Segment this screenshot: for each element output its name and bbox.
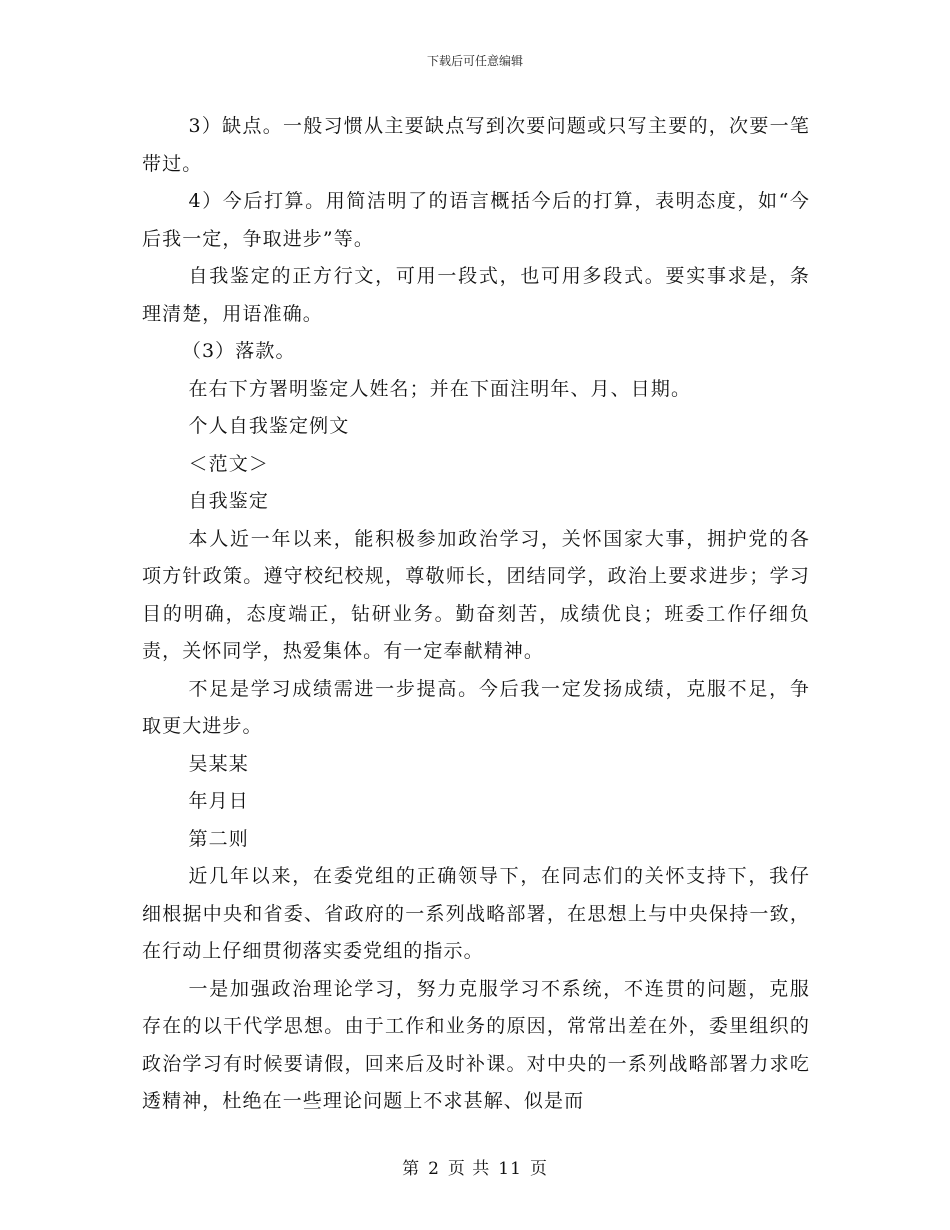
paragraph-second-example-intro: 近几年以来，在委党组的正确领导下，在同志们的关怀支持下，我仔细根据中央和省委、省政府的一系列战略部署，在思想上与中央保持一致，在行动上仔细贯彻落实委党组的指示。 — [142, 865, 810, 962]
page-header-note: 下载后可任意编辑 — [426, 54, 523, 68]
paragraph-sample-body: 本人近一年以来，能积极参加政治学习，关怀国家大事，拥护党的各项方针政策。遵守校纪校规，尊敬师长，团结同学，政治上要求进步；学习目的明确，态度端正，钻研业务。勤奋刻苦，成绩优良；班委工作仔细负责，关怀同学，热爱集体。有一定奉献精神。 — [142, 527, 810, 662]
footer-mid: 页 共 — [447, 1159, 491, 1179]
document-body — [142, 108, 810, 1121]
page-number-footer — [0, 1154, 950, 1179]
footer-suffix: 页 — [529, 1159, 548, 1179]
paragraph-sample-label: ＜范文＞ — [188, 452, 269, 475]
footer-prefix: 第 — [402, 1159, 421, 1179]
paragraph-second-example-point-one: 一是加强政治理论学习，努力克服学习不系统，不连贯的问题，克服存在的以干代学思想。由于工作和业务的原因，常常出差在外，委里组织的政治学习有时候要请假，回来后及时补课。对中央的一系列战略部署力求吃透精神，杜绝在一些理论问题上不求甚解、似是而 — [142, 977, 810, 1112]
paragraph-self-assessment-title: 自我鉴定 — [188, 490, 269, 512]
paragraph-shortcomings: 3）缺点。一般习惯从主要缺点写到次要问题或只写主要的，次要一笔带过。 — [142, 115, 810, 175]
footer-total-pages: 11 — [498, 1159, 522, 1179]
paragraph-future-plans: 4）今后打算。用简洁明了的语言概括今后的打算，表明态度，如“今后我一定，争取进步”等。 — [142, 190, 810, 250]
paragraph-signature-heading: （3）落款。 — [181, 340, 296, 362]
footer-page-number: 2 — [428, 1159, 440, 1179]
paragraph-signature-note: 在右下方署明鉴定人姓名；并在下面注明年、月、日期。 — [188, 377, 692, 400]
paragraph-sample-date: 年月日 — [188, 790, 249, 812]
paragraph-second-example-title: 第二则 — [188, 827, 249, 850]
paragraph-example-title: 个人自我鉴定例文 — [188, 415, 350, 437]
paragraph-body-format: 自我鉴定的正方行文，可用一段式，也可用多段式。要实事求是，条理清楚，用语准确。 — [142, 265, 810, 325]
paragraph-sample-name: 吴某某 — [188, 752, 249, 775]
paragraph-sample-shortcomings: 不足是学习成绩需进一步提高。今后我一定发扬成绩，克服不足，争取更大进步。 — [142, 677, 810, 737]
